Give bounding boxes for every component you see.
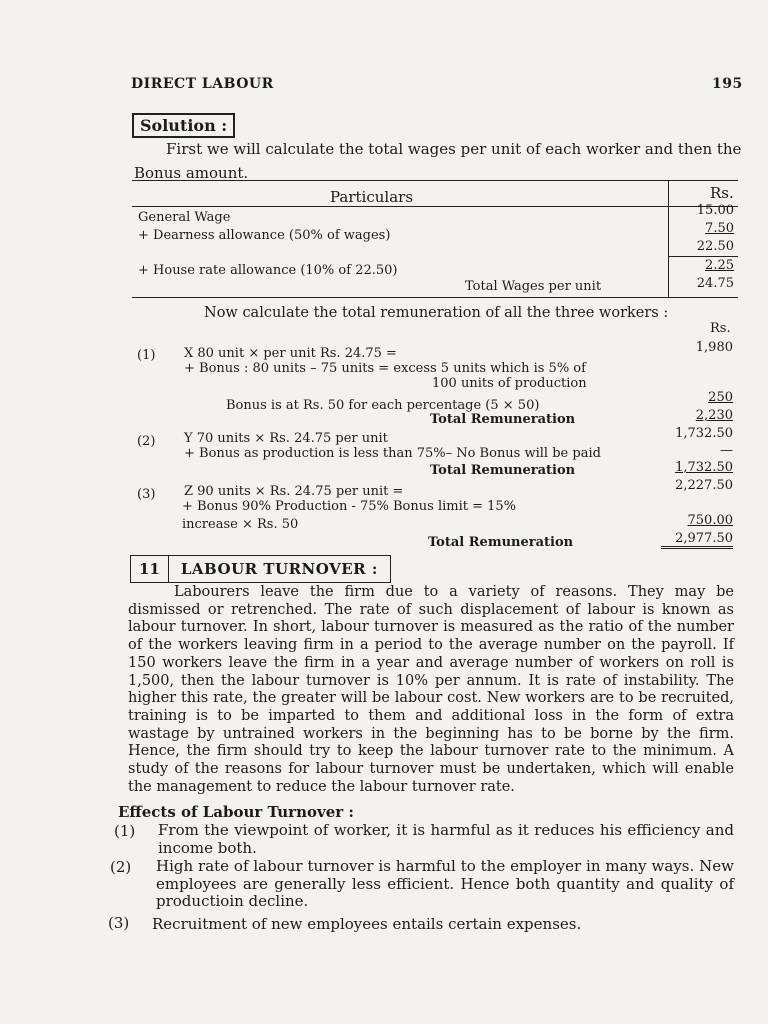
- col-rs-header: Rs.: [710, 184, 734, 202]
- effects-heading: Effects of Labour Turnover :: [118, 803, 354, 821]
- remuneration-heading: Now calculate the total remuneration of all the three workers :: [204, 305, 669, 321]
- worker-x-bonus-cont: 100 units of production: [432, 376, 587, 391]
- effect-1-number: (1): [114, 822, 136, 840]
- wage-table: [132, 180, 738, 298]
- worker-x-bonus-value: 250: [708, 390, 733, 405]
- section-heading: [130, 555, 391, 583]
- effect-2-number: (2): [110, 858, 132, 876]
- page-number: 195: [712, 76, 743, 92]
- effect-3-text: Recruitment of new employees entails certain expenses.: [152, 915, 582, 933]
- worker-z-bonus: + Bonus 90% Production - 75% Bonus limit = 15%: [182, 499, 517, 514]
- worker-x-total-value: 2,230: [695, 408, 733, 423]
- solution-label: Solution :: [132, 113, 235, 138]
- effect-3-number: (3): [108, 914, 130, 932]
- value-dearness: 7.50: [705, 221, 734, 236]
- section-number: 11: [131, 556, 169, 582]
- table-column-divider: [668, 180, 669, 297]
- worker-y-wages-value: 1,732.50: [675, 426, 733, 441]
- worker-z-wages-value: 2,227.50: [675, 478, 733, 493]
- worker-y-bonus-value: —: [720, 443, 733, 458]
- labour-turnover-text: Labourers leave the firm due to a variety of reasons. They may be dismissed or retrenched. The rate of such displacement of labour is known as labour turnover. In short, labour turnover is measured as the ratio of the number of the workers leaving firm in a period to the average number on the payroll. If 150 workers leave the firm in a year and average number of workers on roll is 1,500, then the labour turnover is 10% per annum. It is rate of instability. The higher this rate, the greater will be labour cost. New workers are to be recruited, training is to be imparted to them and additional loss in the form of extra wastage by untrained workers in the beginning has to be borne by the firm. Hence, the firm should try to keep the labour turnover rate to the minimum. A study of the reasons for labour turnover must be undertaken, which will enable the management to reduce the labour turnover rate.: [128, 584, 734, 795]
- worker-x-total-label: Total Remuneration: [430, 412, 576, 427]
- worker-x-bonus: + Bonus : 80 units – 75 units = excess 5 units which is 5% of: [184, 361, 586, 376]
- worker-z-bonus-value: 750.00: [687, 513, 733, 528]
- subtotal-rule: [668, 256, 738, 257]
- labour-turnover-paragraph: [128, 584, 734, 796]
- worker-x-number: (1): [137, 348, 156, 363]
- worker-x-bonus-rate: Bonus is at Rs. 50 for each percentage (5 × 50): [226, 398, 540, 413]
- worker-y-wages: Y 70 units × Rs. 24.75 per unit: [184, 431, 388, 446]
- row-dearness: + Dearness allowance (50% of wages): [138, 228, 391, 243]
- worker-y-number: (2): [137, 434, 156, 449]
- worker-x-wages: X 80 unit × per unit Rs. 24.75 =: [184, 346, 397, 361]
- effect-1-text: From the viewpoint of worker, it is harmful as it reduces his efficiency and income both.: [158, 821, 734, 857]
- worker-z-total-value: 2,977.50: [661, 531, 733, 549]
- solution-intro-line1: First we will calculate the total wages per unit of each worker and then the: [166, 140, 742, 158]
- remuneration-col-rs: Rs.: [710, 321, 731, 336]
- worker-z-bonus-cont: increase × Rs. 50: [182, 517, 299, 532]
- value-general: 15.00: [696, 203, 734, 218]
- section-title: LABOUR TURNOVER :: [180, 560, 378, 578]
- worker-z-wages: Z 90 units × Rs. 24.75 per unit =: [184, 484, 404, 499]
- solution-intro-line2: Bonus amount.: [134, 164, 249, 182]
- row-general-wage: General Wage: [138, 210, 231, 225]
- worker-y-total-label: Total Remuneration: [430, 463, 576, 478]
- worker-z-total-label: Total Remuneration: [428, 535, 574, 550]
- worker-z-number: (3): [137, 487, 156, 502]
- col-particulars-header: Particulars: [330, 188, 414, 206]
- worker-x-wages-value: 1,980: [695, 340, 733, 355]
- chapter-title: DIRECT LABOUR: [131, 76, 274, 92]
- table-top-rule: [132, 180, 738, 181]
- row-house-rate: + House rate allowance (10% of 22.50): [138, 263, 398, 278]
- effect-2-text: High rate of labour turnover is harmful to the employer in many ways. New employees are generally less efficient. Hence both quantity and quality of productioin decline.: [156, 857, 734, 910]
- value-subtotal: 22.50: [696, 239, 734, 254]
- value-total-wages: 24.75: [696, 276, 734, 291]
- value-house-rate: 2.25: [705, 258, 734, 273]
- table-header-rule: [132, 206, 738, 207]
- worker-y-bonus: + Bonus as production is less than 75%– No Bonus will be paid: [184, 446, 601, 461]
- row-total-wages: Total Wages per unit: [465, 279, 602, 294]
- table-bottom-rule: [132, 297, 738, 298]
- worker-y-total-value: 1,732.50: [675, 460, 733, 475]
